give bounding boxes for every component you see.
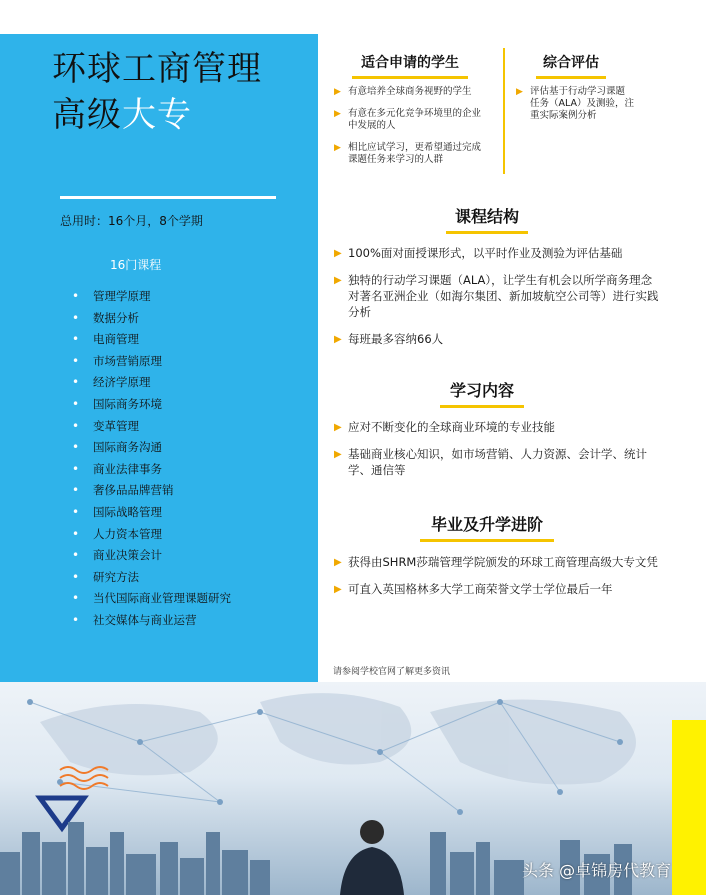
list-item <box>70 524 231 546</box>
triangle-bullet-icon: ▶ <box>334 422 342 433</box>
item-text: 可直入英国格林多大学工商荣誉文学士学位最后一年 <box>348 582 613 596</box>
heading-underline <box>440 405 524 408</box>
list-item <box>334 86 484 98</box>
list-item <box>70 502 231 524</box>
course-label: 奢侈品品牌营销 <box>93 483 174 498</box>
bullet-icon: • <box>72 548 80 563</box>
bullet-icon: • <box>72 504 80 519</box>
bullet-icon: • <box>72 332 80 347</box>
title-divider <box>60 196 276 199</box>
course-list <box>70 286 231 632</box>
heading-underline <box>446 231 528 234</box>
list-item <box>334 581 662 597</box>
bullet-icon: • <box>72 612 80 627</box>
course-label: 社交媒体与商业运营 <box>93 612 197 627</box>
heading-underline <box>420 539 554 542</box>
bullet-icon: • <box>72 483 80 498</box>
course-label: 研究方法 <box>93 569 139 584</box>
course-label: 当代国际商业管理课题研究 <box>93 591 231 606</box>
column-divider <box>503 48 505 174</box>
course-label: 国际商务沟通 <box>93 440 162 455</box>
footnote: 请参阅学校官网了解更多资讯 <box>333 667 451 677</box>
list-item <box>70 610 231 632</box>
bullet-icon: • <box>72 310 80 325</box>
list-item <box>70 308 231 330</box>
bullet-icon: • <box>72 440 80 455</box>
triangle-bullet-icon: ▶ <box>334 87 341 97</box>
course-label: 经济学原理 <box>93 375 151 390</box>
triangle-bullet-icon: ▶ <box>334 275 342 286</box>
structure-heading-text: 课程结构 <box>454 207 519 226</box>
watermark: 头条 @卓锦房代教育 <box>522 861 672 880</box>
list-item <box>334 142 484 166</box>
bullet-icon: • <box>72 591 80 606</box>
content-list <box>334 419 662 489</box>
list-item <box>70 372 231 394</box>
list-item <box>70 351 231 373</box>
item-text: 评估基于行动学习课题任务（ALA）及测验，注重实际案例分析 <box>530 86 635 121</box>
list-item <box>334 554 662 570</box>
list-item <box>334 331 662 347</box>
list-item <box>70 545 231 567</box>
triangle-bullet-icon: ▶ <box>334 143 341 153</box>
list-item <box>334 446 662 478</box>
suitable-heading <box>352 52 468 79</box>
list-item <box>70 329 231 351</box>
list-item <box>70 286 231 308</box>
triangle-bullet-icon: ▶ <box>334 557 342 568</box>
course-label: 变革管理 <box>93 418 139 433</box>
structure-list <box>334 245 662 358</box>
graduation-heading-text: 毕业及升学进阶 <box>430 515 543 534</box>
item-text: 100%面对面授课形式，以平时作业及测验为评估基础 <box>348 246 623 260</box>
course-label: 国际商务环境 <box>93 396 162 411</box>
course-label: 电商管理 <box>93 332 139 347</box>
bullet-icon: • <box>72 289 80 303</box>
content-heading <box>440 378 524 408</box>
item-text: 应对不断变化的全球商业环境的专业技能 <box>348 420 555 434</box>
triangle-bullet-icon: ▶ <box>334 334 342 345</box>
suitable-heading-text: 适合申请的学生 <box>361 55 459 71</box>
graduation-list <box>334 554 662 608</box>
title-line-2-part1: 高级 <box>52 95 122 135</box>
item-text: 独特的行动学习课题（ALA），让学生有机会以所学商务理念对著名亚洲企业（如海尔集团、新加坡航空公司等）进行实践分析 <box>348 273 659 319</box>
page-title <box>52 46 312 138</box>
list-item <box>70 416 231 438</box>
course-label: 数据分析 <box>93 310 139 325</box>
list-item <box>70 459 231 481</box>
list-item <box>334 272 662 320</box>
item-text: 有意在多元化竞争环境里的企业中发展的人 <box>348 108 482 131</box>
title-line-2 <box>52 92 312 138</box>
list-item <box>334 419 662 435</box>
list-item <box>70 480 231 502</box>
course-label: 管理学原理 <box>93 289 151 303</box>
item-text: 有意培养全球商务视野的学生 <box>348 86 472 97</box>
list-item <box>70 437 231 459</box>
heading-underline <box>536 76 606 79</box>
assessment-list <box>516 86 634 132</box>
triangle-bullet-icon: ▶ <box>334 109 341 119</box>
list-item <box>334 108 484 132</box>
list-item <box>70 588 231 610</box>
item-text: 基础商业核心知识，如市场营销、人力资源、会计学、统计学、通信等 <box>348 447 647 477</box>
title-line-2-part2: 大专 <box>122 95 192 135</box>
list-item <box>516 86 634 122</box>
course-label: 商业决策会计 <box>93 548 162 563</box>
triangle-bullet-icon: ▶ <box>334 449 342 460</box>
suitable-list <box>334 86 484 176</box>
bullet-icon: • <box>72 461 80 476</box>
course-label: 商业法律事务 <box>93 461 162 476</box>
item-text: 每班最多容纳66人 <box>348 332 444 346</box>
list-item <box>334 245 662 261</box>
bullet-icon: • <box>72 526 80 541</box>
heading-underline <box>352 76 468 79</box>
course-label: 国际战略管理 <box>93 504 162 519</box>
course-label: 人力资本管理 <box>93 526 162 541</box>
assessment-heading-text: 综合评估 <box>543 55 599 71</box>
assessment-heading <box>536 52 606 79</box>
bullet-icon: • <box>72 569 80 584</box>
bullet-icon: • <box>72 418 80 433</box>
triangle-bullet-icon: ▶ <box>516 87 523 97</box>
item-text: 相比应试学习，更希望通过完成课题任务来学习的人群 <box>348 142 482 165</box>
triangle-bullet-icon: ▶ <box>334 248 342 259</box>
bullet-icon: • <box>72 396 80 411</box>
list-item <box>70 567 231 589</box>
graduation-heading <box>420 512 554 542</box>
yellow-accent-bar <box>672 720 706 895</box>
total-time: 总用时：16个月，8个学期 <box>60 214 203 228</box>
course-label: 市场营销原理 <box>93 353 162 368</box>
list-item <box>70 394 231 416</box>
content-heading-text: 学习内容 <box>449 381 514 400</box>
businessman-silhouette <box>340 820 404 895</box>
item-text: 获得由SHRM莎瑞管理学院颁发的环球工商管理高级大专文凭 <box>348 555 658 569</box>
bullet-icon: • <box>72 375 80 390</box>
bullet-icon: • <box>72 353 80 368</box>
triangle-bullet-icon: ▶ <box>334 584 342 595</box>
title-line-1: 环球工商管理 <box>52 49 262 89</box>
courses-heading: 16门课程 <box>110 258 162 272</box>
structure-heading <box>446 204 528 234</box>
